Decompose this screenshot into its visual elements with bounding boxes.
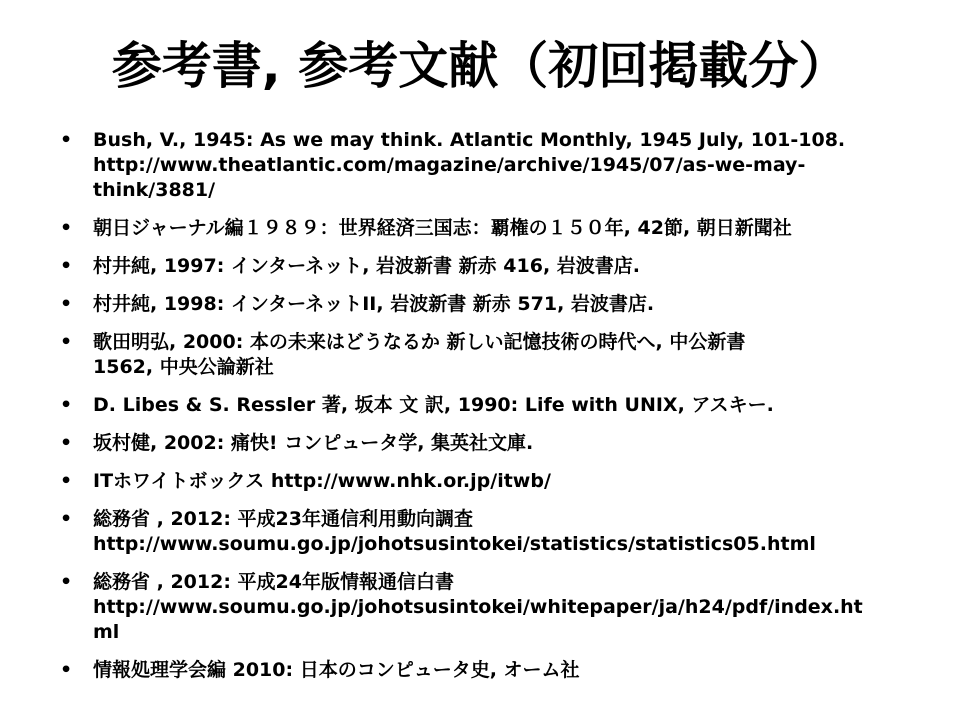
list-item	[0, 570, 960, 645]
bullet-icon: •	[60, 255, 73, 277]
list-item	[0, 658, 960, 683]
reference-text: 総務省 , 2012: 平成23年通信利用動向調査	[93, 508, 473, 530]
reference-link-text: ml	[93, 621, 120, 643]
reference-text: Bush, V., 1945: As we may think. Atlantic Monthly, 1945 July, 101-108.	[93, 129, 846, 151]
page-title: 参考書, 参考文献（初回掲載分）	[111, 37, 849, 95]
list-item	[0, 292, 960, 317]
reference-text: 村井純, 1997: インターネット, 岩波新書 新赤 416, 岩波書店.	[93, 255, 640, 277]
reference-link-text: http://www.theatlantic.com/magazine/archive/1945/07/as-we-may-	[93, 154, 806, 176]
bullet-icon: •	[60, 470, 73, 492]
bullet-icon: •	[60, 508, 73, 530]
reference-list	[0, 128, 960, 696]
list-item	[0, 431, 960, 456]
reference-text: 総務省 , 2012: 平成24年版情報通信白書	[93, 571, 454, 593]
reference-text: think/3881/	[93, 179, 216, 201]
reference-link-text: http://www.soumu.go.jp/johotsusintokei/statistics/statistics05.html	[93, 533, 816, 555]
list-item	[0, 254, 960, 279]
bullet-icon: •	[60, 571, 73, 593]
bullet-icon: •	[60, 394, 73, 416]
bullet-icon: •	[60, 217, 73, 239]
list-item	[0, 330, 960, 380]
reference-text: 朝日ジャーナル編１９８９：世界経済三国志：覇権の１５０年, 42節, 朝日新聞社	[93, 217, 792, 239]
bullet-icon: •	[60, 659, 73, 681]
bullet-icon: •	[60, 432, 73, 454]
bullet-icon: •	[60, 293, 73, 315]
reference-text: D. Libes & S. Ressler 著, 坂本 文 訳, 1990: Life with UNIX, アスキー.	[93, 394, 774, 416]
list-item	[0, 507, 960, 557]
reference-text: 歌田明弘, 2000: 本の未来はどうなるか 新しい記憶技術の時代へ, 中公新書	[93, 331, 746, 353]
reference-text: ITホワイトボックス http://www.nhk.or.jp/itwb/	[93, 470, 551, 492]
bullet-icon: •	[60, 331, 73, 353]
list-item	[0, 128, 960, 203]
reference-text: 1562, 中央公論新社	[93, 356, 274, 378]
list-item	[0, 393, 960, 418]
reference-text: 情報処理学会編 2010: 日本のコンピュータ史, オーム社	[93, 659, 580, 681]
list-item	[0, 216, 960, 241]
bullet-icon: •	[60, 129, 73, 151]
list-item	[0, 469, 960, 494]
reference-text: 村井純, 1998: インターネットII, 岩波新書 新赤 571, 岩波書店.	[93, 293, 655, 315]
reference-text: 坂村健, 2002: 痛快! コンピュータ学, 集英社文庫.	[93, 432, 534, 454]
reference-link-text: http://www.soumu.go.jp/johotsusintokei/whitepaper/ja/h24/pdf/index.ht	[93, 596, 863, 618]
